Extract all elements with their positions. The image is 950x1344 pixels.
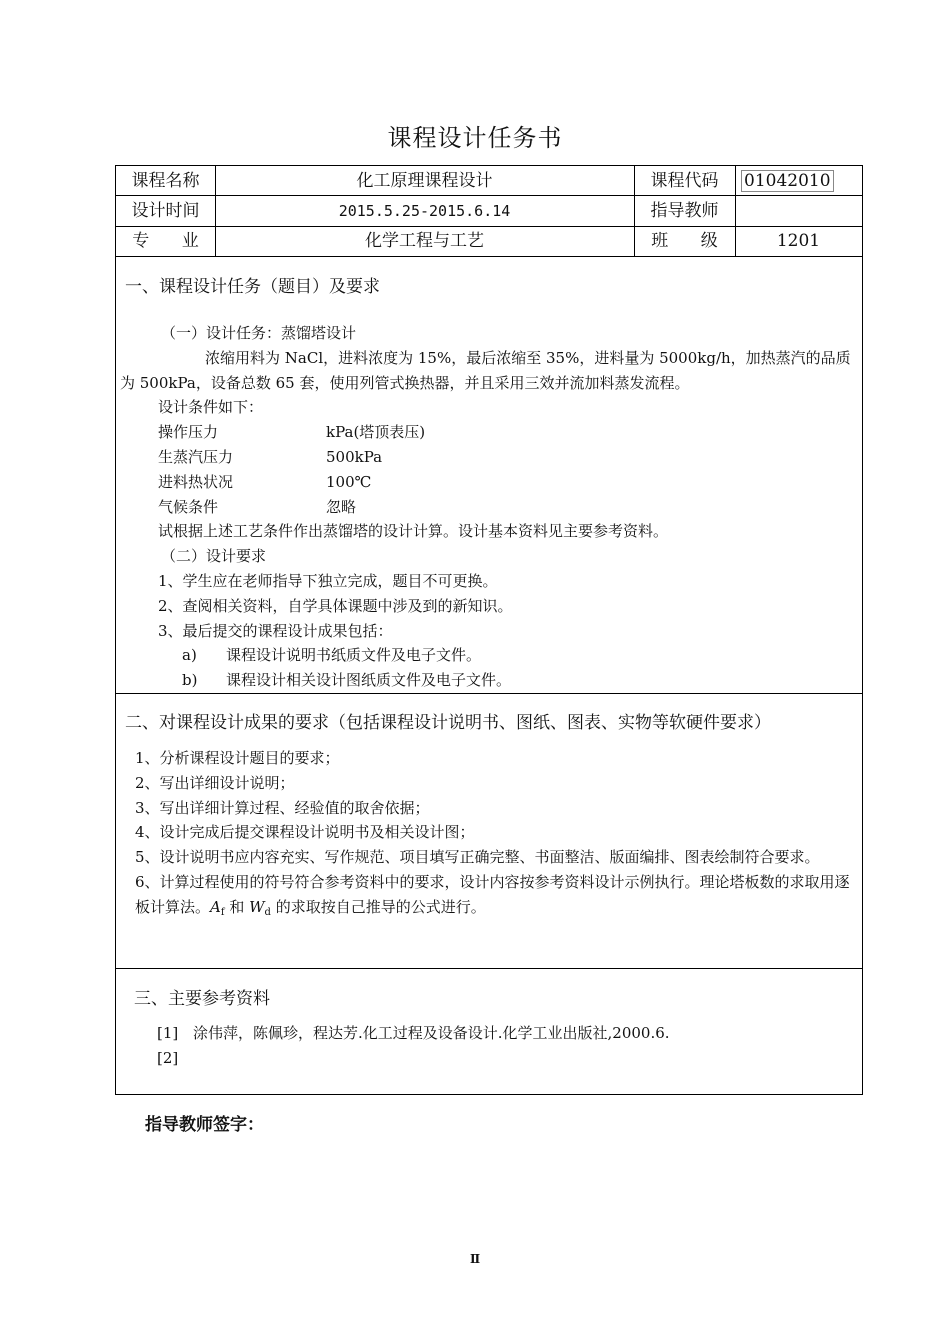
design-time-label: 设计时间 (131, 201, 200, 221)
requirement-item: 1、学生应在老师指导下独立完成，题目不可更换。 (158, 571, 498, 590)
condition-row (116, 420, 862, 445)
section2-item-6 (135, 870, 857, 926)
section2-item: 1、分析课程设计题目的要求； (135, 749, 340, 767)
condition-label: 生蒸汽压力 (158, 447, 234, 466)
conditions-intro: 设计条件如下： (158, 398, 264, 417)
condition-row (116, 470, 862, 495)
document-title: 课程设计任务书 (387, 124, 563, 152)
conditions-list (116, 420, 862, 519)
condition-label: 气候条件 (158, 497, 219, 516)
page-number: Ⅱ (469, 1252, 481, 1266)
section2-item: 4、设计完成后提交课程设计说明书及相关设计图； (135, 823, 475, 842)
row-divider (116, 256, 862, 257)
condition-row (116, 495, 862, 520)
section3-title: 三、主要参考资料 (134, 989, 270, 1009)
deliverable-item (116, 668, 862, 693)
section1-title: 一、课程设计任务（题目）及要求 (125, 277, 380, 297)
reference-item (157, 1046, 847, 1071)
symbol-w-subscript: d (264, 906, 271, 918)
section2-item: 2、写出详细设计说明； (135, 773, 295, 792)
section2-item: 5、设计说明书应内容充实、写作规范、项目填写正确完整、书面整洁、版面编排、图表绘制符合要求。 (135, 848, 820, 867)
symbol-a-subscript: f (220, 906, 225, 918)
deliverables-list (116, 643, 862, 693)
item6-text-post: 的求取按自己推导的公式进行。 (270, 897, 486, 916)
course-code-box: 01042010 (741, 170, 834, 192)
course-name-value: 化工原理课程设计 (356, 171, 493, 191)
section2-list (135, 746, 857, 870)
section2-body (135, 746, 857, 926)
reference-mark: [1] (157, 1024, 179, 1042)
symbol-a: A (210, 897, 221, 916)
task-paragraph: 浓缩用料为 NaCl，进料浓度为 15%，最后浓缩至 35%，进料量为 5000kg/h，加热蒸汽的品质为 500kPa，设备总数 65 套，使用列管式换热器，并且采用三效并流加料蒸发流程。 (120, 348, 851, 392)
deliverable-mark: b) (182, 671, 198, 690)
design-time-value: 2015.5.25-2015.6.14 (338, 202, 511, 220)
reference-item (157, 1021, 847, 1046)
task-heading: （一）设计任务：蒸馏塔设计 (161, 324, 357, 342)
condition-value: 500kPa (326, 447, 383, 466)
condition-row (116, 445, 862, 470)
symbol-w: W (249, 897, 265, 916)
deliverable-mark: a) (182, 646, 197, 665)
requirements-list (116, 569, 862, 643)
requirements-heading: （二）设计要求 (161, 547, 267, 566)
condition-label: 进料热状况 (158, 472, 234, 491)
condition-value: kPa(塔顶表压) (326, 423, 426, 442)
section-divider (116, 693, 862, 694)
class-label: 班 级 (651, 231, 718, 251)
section-divider (116, 968, 862, 969)
references-list (157, 1021, 847, 1071)
course-name-label: 课程名称 (131, 171, 200, 191)
instructor-label: 指导教师 (650, 201, 719, 221)
requirement-item: 2、查阅相关资料，自学具体课题中涉及到的新知识。 (158, 596, 513, 615)
requirement-item: 3、最后提交的课程设计成果包括： (158, 621, 393, 640)
section2-item: 3、写出详细计算过程、经验值的取舍依据； (135, 798, 430, 817)
deliverable-text: 课程设计说明书纸质文件及电子文件。 (226, 646, 482, 665)
course-code-value (741, 170, 834, 192)
reference-mark: [2] (157, 1048, 179, 1067)
signature-label: 指导教师签字： (145, 1115, 264, 1135)
class-value: 1201 (776, 231, 821, 251)
task-table (115, 165, 863, 1095)
section1-body (116, 321, 862, 693)
row-divider (116, 195, 862, 196)
section2-title: 二、对课程设计成果的要求（包括课程设计说明书、图纸、图表、实物等软硬件要求） (125, 713, 771, 733)
item6-text-pre: 6、计算过程使用的符号符合参考资料中的要求，设计内容按参考资料设计示例执行。理论塔板数的求取用逐板计算法。 (135, 872, 850, 916)
condition-label: 操作压力 (158, 423, 219, 442)
section3-body (157, 1021, 847, 1071)
row-divider (116, 226, 862, 227)
deliverable-text: 课程设计相关设计图纸质文件及电子文件。 (226, 671, 512, 690)
item6-text-mid: 和 (224, 897, 250, 916)
reference-text: 涂伟萍，陈佩珍，程达芳.化工过程及设备设计.化学工业出版社,2000.6. (193, 1024, 670, 1042)
condition-value: 忽略 (326, 497, 357, 516)
condition-value: 100℃ (326, 472, 372, 491)
major-label: 专 业 (132, 231, 199, 251)
course-code-label: 课程代码 (650, 171, 719, 191)
major-value: 化学工程与工艺 (365, 231, 484, 251)
deliverable-item (116, 643, 862, 668)
design-basis: 试根据上述工艺条件作出蒸馏塔的设计计算。设计基本资料见主要参考资料。 (158, 522, 669, 541)
